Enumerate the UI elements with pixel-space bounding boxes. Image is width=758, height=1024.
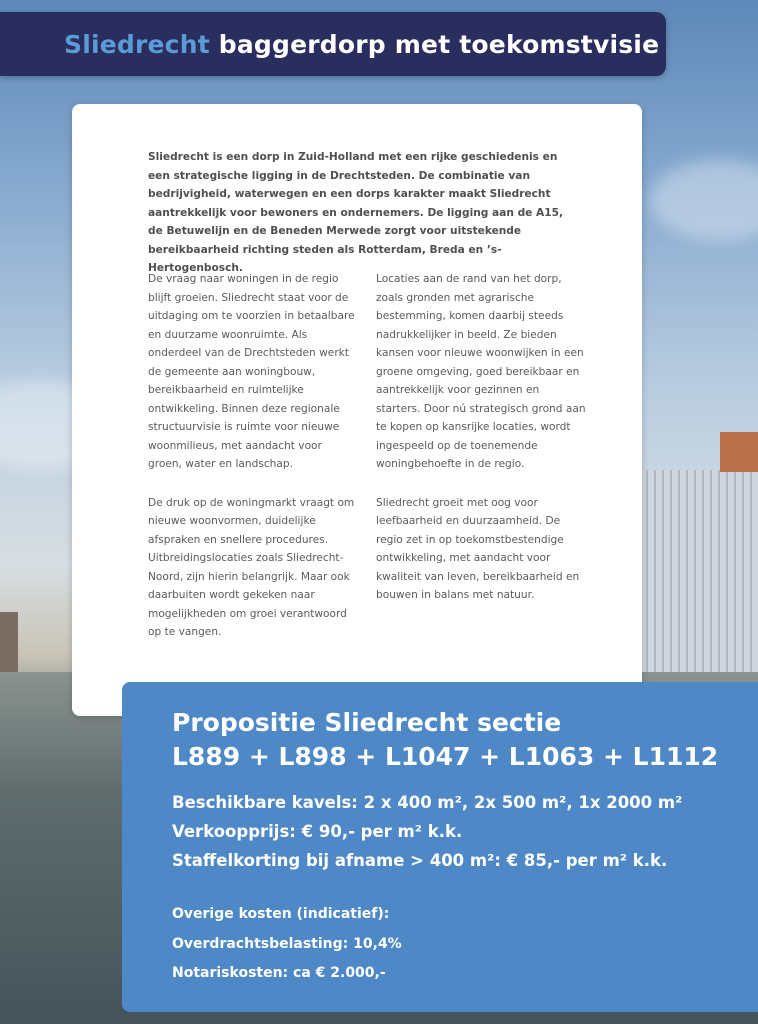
proposal-title-line-1: Propositie Sliedrecht sectie [172, 708, 562, 737]
article-card [72, 104, 642, 716]
fact-volume-discount: Staffelkorting bij afname > 400 m²: € 85,- per m² k.k. [172, 851, 668, 870]
title-rest: baggerdorp met toekomstvisie [218, 29, 660, 59]
cost-notary: Notariskosten: ca € 2.000,- [172, 965, 386, 981]
left-column [148, 270, 358, 662]
page-header [0, 12, 666, 76]
background-building [720, 432, 758, 472]
fact-available-plots: Beschikbare kavels: 2 x 400 m², 2x 500 m², 1x 2000 m² [172, 793, 683, 812]
right-column [376, 270, 586, 625]
left-paragraph-1: De vraag naar woningen in de regio blijft groeien. Sliedrecht staat voor de uitdaging om te voorzien in betaalbare en duurzame woonruimte. Als onderdeel van de Drechtsteden werkt de gemeente aan woningbouw, bereikbaarheid en ruimtelijke ontwikkeling. Binnen deze regionale structuurvisie is ruimte voor nieuwe woonmilieus, met aandacht voor groen, water en landschap. [148, 273, 355, 470]
fact-sale-price: Verkoopprijs: € 90,- per m² k.k. [172, 822, 463, 841]
right-paragraph-2: Sliedrecht groeit met oog voor leefbaarheid en duurzaamheid. De regio zet in op toekomstbestendige ontwikkeling, met aandacht voor kwaliteit van leven, bereikbaarheid en bouwen in balans met natuur. [376, 496, 580, 601]
background-building [0, 612, 18, 672]
proposal-facts [172, 788, 682, 875]
left-paragraph-2: De druk op de woningmarkt vraagt om nieuwe woonvormen, duidelijke afspraken en snellere procedures. Uitbreidingslocaties zoals Sliedrecht-Noord, zijn hierin belangrijk. Maar ook daarbuiten wordt gekeken naar mogelijkheden om groei verantwoord op te vangen. [148, 496, 355, 638]
proposal-title-line-2: L889 + L898 + L1047 + L1063 + L1112 [172, 742, 719, 771]
intro-paragraph: Sliedrecht is een dorp in Zuid-Holland met een rijke geschiedenis en een strategische ligging in de Drechtsteden. De combinatie van bedrijvigheid, waterwegen en een dorps karakter maakt Sliedrecht aantrekkelijk voor bewoners en ondernemers. De ligging aan de A15, de Betuwelijn en de Beneden Merwede zorgt voor uitstekende bereikbaarheid richting steden als Rotterdam, Breda en ’s-Hertogenbosch. [148, 151, 563, 274]
background-cloud [650, 160, 758, 240]
right-paragraph-1: Locaties aan de rand van het dorp, zoals gronden met agrarische bestemming, komen daarbij steeds nadrukkelijker in beeld. Ze bieden kansen voor nieuwe woonwijken in een groene omgeving, goed bereikbaar en aantrekkelijk voor gezinnen en starters. Door nú strategisch grond aan te kopen op kansrijke locaties, wordt ingespeeld op de toenemende woningbehoefte in de regio. [376, 273, 586, 470]
proposal-costs [172, 900, 402, 989]
costs-heading: Overige kosten (indicatief): [172, 906, 390, 922]
proposal-box [122, 682, 758, 1012]
title-accent: Sliedrecht [64, 29, 210, 59]
page-title [64, 30, 659, 59]
proposal-title [172, 706, 718, 774]
cost-transfer-tax: Overdrachtsbelasting: 10,4% [172, 935, 402, 952]
background-building [640, 470, 758, 680]
